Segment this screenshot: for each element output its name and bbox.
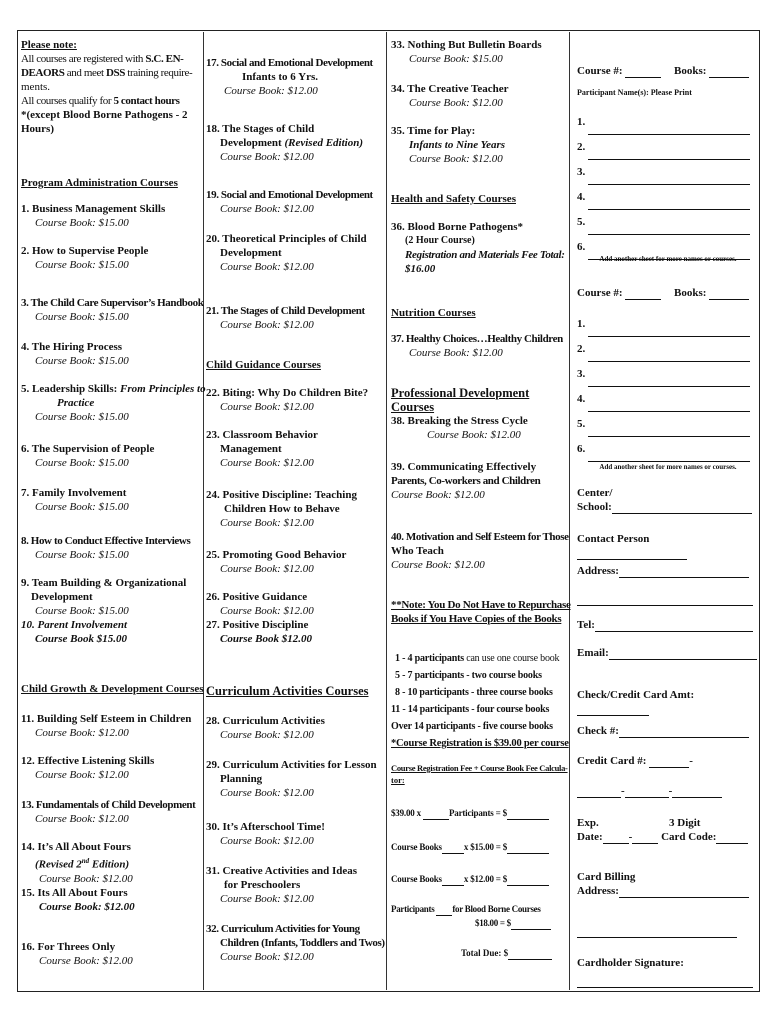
course-title: 37. Healthy Choices…Healthy Children bbox=[391, 333, 563, 345]
course-title: 3. The Child Care Supervisor’s Handbook bbox=[21, 297, 204, 309]
section-heading: Health and Safety Courses bbox=[391, 193, 516, 205]
address-label: Address: bbox=[577, 565, 619, 577]
total-due-input[interactable] bbox=[508, 948, 552, 960]
exp-month-input[interactable] bbox=[603, 832, 629, 844]
check-label: Check #: bbox=[577, 725, 619, 737]
note-text: All courses qualify for bbox=[21, 95, 114, 107]
participant-name-input[interactable] bbox=[588, 375, 750, 387]
course-title: 40. Motivation and Self Esteem for Those bbox=[391, 531, 569, 543]
calculator-heading: tor: bbox=[391, 775, 405, 785]
card-code-label: 3 Digit bbox=[669, 817, 701, 829]
course-title: From Principles to bbox=[120, 383, 206, 395]
course-title: 12. Effective Listening Skills bbox=[21, 755, 155, 767]
course-title: 20. Theoretical Principles of Child bbox=[206, 233, 367, 245]
course-book-price: Course Book: $12.00 bbox=[220, 951, 314, 963]
course-title: 30. It’s Afterschool Time! bbox=[206, 821, 325, 833]
name-number: 2. bbox=[577, 343, 586, 355]
exp-label: Exp. bbox=[577, 817, 599, 829]
participant-name-input[interactable] bbox=[588, 223, 750, 235]
name-number: 2. bbox=[577, 141, 586, 153]
registration-fee: *Course Registration is $39.00 per course bbox=[391, 738, 569, 749]
books-label: Books: bbox=[674, 287, 707, 299]
course-title: 10. Parent Involvement bbox=[21, 619, 128, 631]
contact-person-label: Contact Person bbox=[577, 533, 650, 545]
course-number-label: Course #: bbox=[577, 287, 623, 299]
total-due-label: Total Due: $ bbox=[461, 948, 509, 958]
course-book-price: Course Book: $12.00 bbox=[220, 319, 314, 331]
course-title: 11. Building Self Esteem in Children bbox=[21, 713, 192, 725]
section-heading: Professional Development Courses bbox=[391, 386, 530, 414]
course-title: 18. The Stages of Child bbox=[206, 123, 315, 135]
center-label: School: bbox=[577, 501, 612, 513]
course-title: 28. Curriculum Activities bbox=[206, 715, 325, 727]
participant-name-input[interactable] bbox=[588, 148, 750, 160]
course-title: Who Teach bbox=[391, 545, 444, 557]
participant-name-input[interactable] bbox=[588, 325, 750, 337]
course-title: 7. Family Involvement bbox=[21, 487, 127, 499]
participant-rule: 5 - 7 participants - two course books bbox=[395, 670, 542, 681]
participant-name-input[interactable] bbox=[588, 350, 750, 362]
course-book-price: Course Book: $15.00 bbox=[35, 605, 129, 617]
course-title: 39. Communicating Effectively bbox=[391, 461, 537, 473]
note-text: DSS bbox=[105, 67, 125, 79]
course-book-price: Course Book: $15.00 bbox=[35, 457, 129, 469]
registration-total-input[interactable] bbox=[507, 808, 549, 820]
course-book-price: Course Book: $12.00 bbox=[39, 955, 133, 967]
course-detail: (2 Hour Course) bbox=[405, 235, 475, 246]
section-heading: Program Administration Courses bbox=[21, 177, 178, 189]
course-title: Practice bbox=[57, 397, 95, 409]
course-book-price: Course Book: $12.00 bbox=[220, 457, 314, 469]
course-title: Infants to Nine Years bbox=[409, 139, 506, 151]
card-code-input[interactable] bbox=[716, 832, 748, 844]
course-title: 32. Curriculum Activities for Young bbox=[206, 923, 360, 935]
course-book-price: Course Book: $12.00 bbox=[220, 517, 314, 529]
exp-year-input[interactable] bbox=[632, 832, 658, 844]
note-text: All courses are registered with bbox=[21, 53, 146, 65]
section-heading: Nutrition Courses bbox=[391, 307, 476, 319]
participant-name-input[interactable] bbox=[588, 198, 750, 210]
course-title: 31. Creative Activities and Ideas bbox=[206, 865, 358, 877]
course-title: 1. Business Management Skills bbox=[21, 203, 166, 215]
course-book-price: Course Book: $12.00 bbox=[220, 729, 314, 741]
billing-label: Card Billing bbox=[577, 871, 636, 883]
participant-rule: 1 - 4 participants bbox=[395, 653, 464, 664]
course-fee-label: Registration and Materials Fee Total: bbox=[405, 249, 565, 261]
course-book-price: Course Book: $12.00 bbox=[220, 605, 314, 617]
course-title: 21. The Stages of Child Development bbox=[206, 305, 365, 317]
signature-input[interactable] bbox=[577, 976, 753, 988]
note-text: Hours) bbox=[21, 123, 54, 135]
course-number-input[interactable] bbox=[625, 66, 661, 78]
course-number-label: Course #: bbox=[577, 65, 623, 77]
credit-card-input[interactable] bbox=[649, 756, 689, 768]
billing-address-line2-input[interactable] bbox=[577, 926, 737, 938]
course-book-price: Course Book: $12.00 bbox=[409, 347, 503, 359]
participant-name-input[interactable] bbox=[588, 173, 750, 185]
books15-count-input[interactable] bbox=[442, 842, 464, 854]
participant-rule: 11 - 14 participants - four course books bbox=[391, 704, 550, 715]
course-title: 35. Time for Play: bbox=[391, 125, 476, 137]
participant-names-label: Participant Name(s): Please Print bbox=[577, 88, 692, 97]
course-book-price: Course Book: $12.00 bbox=[409, 153, 503, 165]
course-edition: (Revised 2 bbox=[35, 858, 82, 871]
course-title: 17. Social and Emotional Development bbox=[206, 57, 373, 69]
check-number-input[interactable] bbox=[619, 726, 749, 738]
course-book-price: Course Book $15.00 bbox=[35, 633, 127, 645]
course-book-price: Course Book: $12.00 bbox=[427, 429, 521, 441]
calc-label: x $12.00 = $ bbox=[463, 874, 508, 884]
address-line2-input[interactable] bbox=[577, 594, 753, 606]
bbp-total-input[interactable] bbox=[511, 918, 551, 930]
course-title: 26. Positive Guidance bbox=[206, 591, 308, 603]
books12-count-input[interactable] bbox=[442, 874, 464, 886]
course-book-price: Course Book: $15.00 bbox=[409, 53, 503, 65]
credit-card-input[interactable] bbox=[577, 786, 621, 798]
note-text: ments. bbox=[21, 81, 51, 93]
course-title: 25. Promoting Good Behavior bbox=[206, 549, 347, 561]
course-title: Infants to 6 Yrs. bbox=[242, 71, 318, 83]
note-block bbox=[21, 38, 207, 136]
course-title: Planning bbox=[220, 773, 263, 785]
amount-input[interactable] bbox=[577, 704, 649, 716]
course-title: 13. Fundamentals of Child Development bbox=[21, 799, 196, 811]
course-title: 27. Positive Discipline bbox=[206, 619, 309, 631]
credit-card-input[interactable] bbox=[672, 786, 722, 798]
section-heading: Child Guidance Courses bbox=[206, 359, 321, 371]
calc-label: Course Books bbox=[391, 874, 442, 884]
email-label: Email: bbox=[577, 647, 609, 659]
course-book-price: Course Book: $12.00 bbox=[224, 85, 318, 97]
course-title: 38. Breaking the Stress Cycle bbox=[391, 415, 528, 427]
course-title: 4. The Hiring Process bbox=[21, 341, 123, 353]
course-book-price: Course Book $12.00 bbox=[220, 633, 312, 645]
name-number: 4. bbox=[577, 191, 586, 203]
calc-label: $39.00 x bbox=[391, 808, 421, 818]
books15-total-input[interactable] bbox=[507, 842, 549, 854]
credit-card-input[interactable] bbox=[625, 786, 669, 798]
address-input[interactable] bbox=[619, 566, 749, 578]
course-title: (Revised Edition) bbox=[284, 137, 363, 149]
course-title: 29. Curriculum Activities for Lesson bbox=[206, 759, 377, 771]
course-book-price: Course Book: $15.00 bbox=[35, 311, 129, 323]
name-number: 6. bbox=[577, 241, 586, 253]
course-title: Parents, Co-workers and Children bbox=[391, 475, 541, 487]
name-number: 5. bbox=[577, 216, 586, 228]
course-title: Development bbox=[220, 137, 285, 149]
course-title: Management bbox=[220, 443, 282, 455]
course-book-price: Course Book: $12.00 bbox=[220, 893, 314, 905]
note-heading: Please note: bbox=[21, 39, 77, 51]
participant-rule: 8 - 10 participants - three course books bbox=[395, 687, 553, 698]
course-book-price: Course Book: $12.00 bbox=[220, 203, 314, 215]
participant-name-input[interactable] bbox=[588, 450, 750, 462]
books12-total-input[interactable] bbox=[507, 874, 549, 886]
calc-label: for Blood Borne Courses bbox=[452, 904, 541, 914]
course-title: 34. The Creative Teacher bbox=[391, 83, 509, 95]
course-book-price: Course Book: $12.00 bbox=[39, 872, 133, 885]
course-title: 2. How to Supervise People bbox=[21, 245, 149, 257]
course-book-price: Course Book: $12.00 bbox=[35, 727, 129, 739]
email-input[interactable] bbox=[609, 648, 757, 660]
course-book-price: Course Book: $12.00 bbox=[35, 813, 129, 825]
course-book-price: Course Book: $12.00 bbox=[39, 900, 135, 913]
center-school-input[interactable] bbox=[612, 502, 752, 514]
course-book-price: Course Book: $15.00 bbox=[35, 411, 129, 423]
calc-label: Course Books bbox=[391, 842, 442, 852]
course-edition: nd bbox=[81, 857, 90, 865]
add-sheet-note: Add another sheet for more names or courses. bbox=[599, 255, 737, 263]
center-label: Center/ bbox=[577, 487, 613, 499]
exp-label: Date: bbox=[577, 831, 603, 843]
course-book-price: Course Book: $12.00 bbox=[35, 769, 129, 781]
course-edition: Edition) bbox=[89, 858, 130, 871]
note-text: training require- bbox=[124, 67, 193, 79]
name-number: 5. bbox=[577, 418, 586, 430]
course-number-input[interactable] bbox=[625, 288, 661, 300]
billing-label: Address: bbox=[577, 885, 619, 897]
participant-rule: can use one course book bbox=[463, 653, 560, 664]
calc-label: Participants bbox=[391, 904, 435, 914]
course-title: 23. Classroom Behavior bbox=[206, 429, 318, 441]
course-title: Children (Infants, Toddlers and Twos) bbox=[220, 937, 385, 949]
calc-label: $18.00 = $ bbox=[475, 918, 511, 928]
course-title: Development bbox=[220, 247, 282, 259]
tel-label: Tel: bbox=[577, 619, 595, 631]
course-book-price: Course Book: $15.00 bbox=[35, 501, 129, 513]
note-text: S.C. EN- bbox=[145, 53, 184, 65]
calc-label: Participants = $ bbox=[448, 808, 507, 818]
name-number: 1. bbox=[577, 116, 586, 128]
billing-address-input[interactable] bbox=[619, 886, 749, 898]
tel-input[interactable] bbox=[595, 620, 753, 632]
course-book-price: Course Book: $12.00 bbox=[220, 835, 314, 847]
participant-name-input[interactable] bbox=[588, 400, 750, 412]
course-book-price: Course Book: $12.00 bbox=[409, 97, 503, 109]
bbp-participants-input[interactable] bbox=[436, 904, 452, 916]
calc-label: x $15.00 = $ bbox=[463, 842, 508, 852]
credit-card-label: Credit Card #: bbox=[577, 755, 647, 767]
course-title: Development bbox=[31, 591, 93, 603]
note-text: **Note: You Do Not Have to Repurchase bbox=[391, 599, 571, 611]
participant-rule: Over 14 participants - five course books bbox=[391, 721, 553, 732]
course-book-price: Course Book: $12.00 bbox=[391, 559, 485, 571]
course-book-price: Course Book: $15.00 bbox=[35, 259, 129, 271]
calculator-heading: Course Registration Fee + Course Book Fee Calcula- bbox=[391, 763, 568, 773]
note-text: DEAORS bbox=[21, 67, 65, 79]
course-book-price: Course Book: $12.00 bbox=[220, 151, 314, 163]
course-book-price: Course Book: $12.00 bbox=[220, 261, 314, 273]
course-fee: $16.00 bbox=[405, 263, 436, 275]
course-title: for Preschoolers bbox=[224, 879, 301, 891]
card-code-label: Card Code: bbox=[661, 831, 717, 843]
books-input[interactable] bbox=[709, 66, 749, 78]
note-text: and meet bbox=[64, 67, 106, 79]
participant-name-input[interactable] bbox=[588, 425, 750, 437]
name-number: 1. bbox=[577, 318, 586, 330]
name-number: 3. bbox=[577, 166, 586, 178]
course-book-price: Course Book: $12.00 bbox=[391, 489, 485, 501]
participants-input[interactable] bbox=[423, 808, 449, 820]
course-title: 14. It’s All About Fours bbox=[21, 841, 131, 853]
section-heading: Curriculum Activities Courses bbox=[206, 684, 369, 698]
contact-person-input[interactable] bbox=[577, 548, 687, 560]
amount-label: Check/Credit Card Amt: bbox=[577, 689, 695, 701]
course-title: 33. Nothing But Bulletin Boards bbox=[391, 39, 542, 51]
add-sheet-note: Add another sheet for more names or courses. bbox=[599, 463, 737, 471]
name-number: 6. bbox=[577, 443, 586, 455]
section-heading: Child Growth & Development Courses bbox=[21, 683, 204, 695]
course-title: 24. Positive Discipline: Teaching bbox=[206, 489, 357, 501]
name-number: 4. bbox=[577, 393, 586, 405]
course-title: 16. For Threes Only bbox=[21, 941, 116, 953]
course-book-price: Course Book: $15.00 bbox=[35, 355, 129, 367]
course-book-price: Course Book: $12.00 bbox=[220, 401, 314, 413]
course-book-price: Course Book: $15.00 bbox=[35, 549, 129, 561]
note-text: 5 contact hours bbox=[113, 95, 180, 107]
course-title: 6. The Supervision of People bbox=[21, 443, 155, 455]
signature-label: Cardholder Signature: bbox=[577, 957, 684, 969]
course-title: 15. Its All About Fours bbox=[21, 886, 128, 899]
course-title: 8. How to Conduct Effective Interviews bbox=[21, 535, 191, 547]
participant-name-input[interactable] bbox=[588, 123, 750, 135]
note-text: *(except Blood Borne Pathogens - 2 bbox=[21, 109, 188, 121]
course-title: 5. Leadership Skills: bbox=[21, 383, 121, 395]
course-title: 9. Team Building & Organizational bbox=[21, 577, 187, 589]
books-label: Books: bbox=[674, 65, 707, 77]
course-title: 22. Biting: Why Do Children Bite? bbox=[206, 387, 369, 399]
note-text: Books if You Have Copies of the Books bbox=[391, 613, 562, 625]
course-title: 36. Blood Borne Pathogens* bbox=[391, 221, 524, 233]
course-title: Children How to Behave bbox=[224, 503, 340, 515]
course-title: 19. Social and Emotional Development bbox=[206, 189, 373, 201]
name-number: 3. bbox=[577, 368, 586, 380]
books-input[interactable] bbox=[709, 288, 749, 300]
course-book-price: Course Book: $12.00 bbox=[220, 787, 314, 799]
course-book-price: Course Book: $15.00 bbox=[35, 217, 129, 229]
course-book-price: Course Book: $12.00 bbox=[220, 563, 314, 575]
